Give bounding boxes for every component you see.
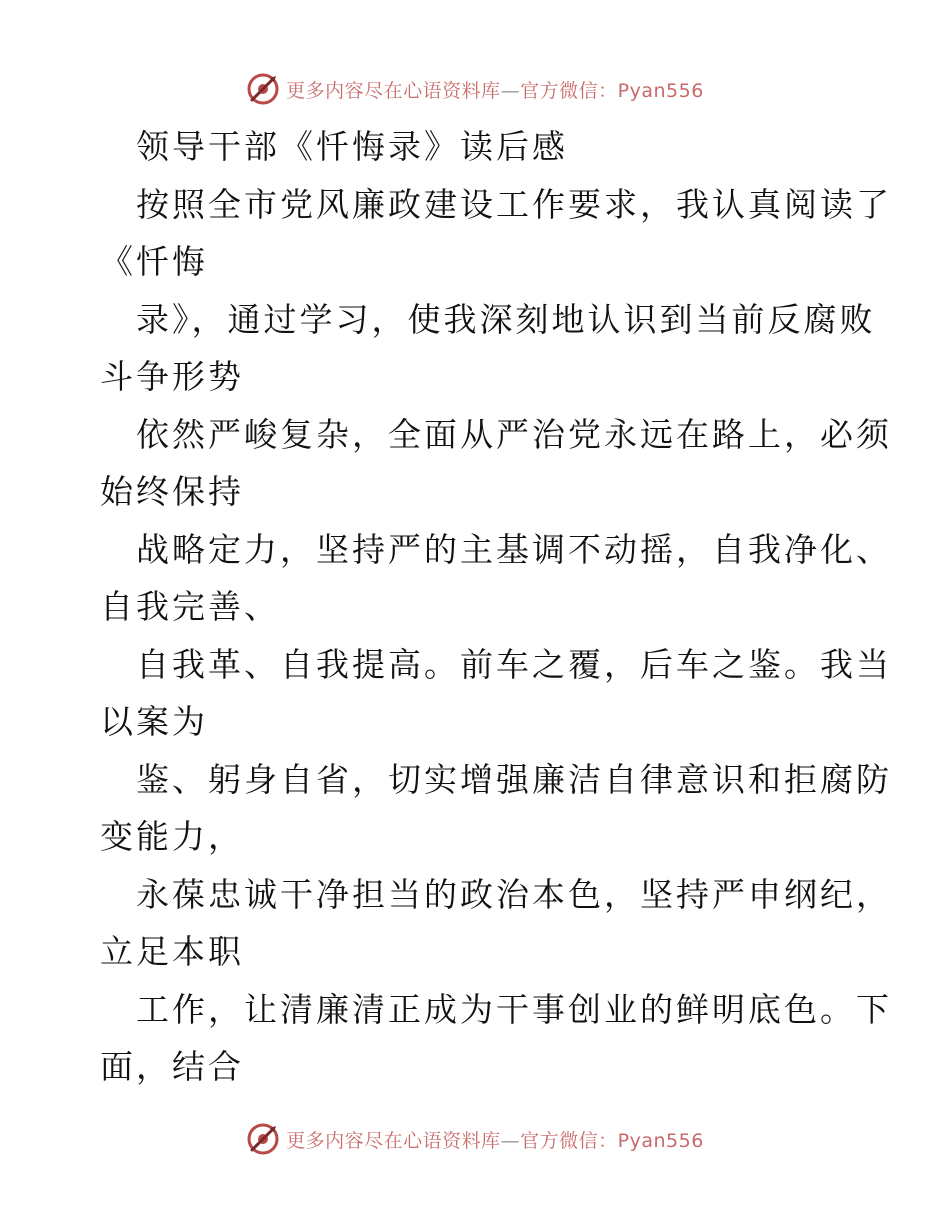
text-line: 以案为 [100, 702, 208, 741]
text-line: 斗争形势 [100, 357, 244, 396]
banner-separator: — [500, 79, 521, 102]
text-line: 自我完善、 [100, 587, 280, 626]
banner-text [286, 1126, 704, 1153]
banner-separator: — [500, 1129, 521, 1152]
text-line: 始终保持 [100, 472, 244, 511]
document-title: 领导干部《忏悔录》读后感 [136, 127, 568, 166]
text-line: 按照全市党风廉政建设工作要求，我认真阅读了 [136, 184, 892, 224]
text-line: 战略定力，坚持严的主基调不动摇，自我净化、 [136, 529, 892, 569]
footer-banner [0, 1122, 950, 1156]
banner-wechat-text: 官方微信：Pyan556 [520, 1129, 704, 1152]
text-line: 依然严峻复杂，全面从严治党永远在路上，必须 [136, 414, 892, 454]
brand-logo-icon [246, 72, 280, 106]
text-line: 面，结合 [100, 1047, 244, 1086]
text-line: 变能力， [100, 817, 244, 856]
text-line: 录》，通过学习，使我深刻地认识到当前反腐败 [136, 299, 876, 339]
text-line: 自我革、自我提高。前车之覆，后车之鉴。我当 [136, 644, 892, 684]
text-line: 《忏悔 [100, 242, 208, 281]
brand-logo-icon [246, 1122, 280, 1156]
banner-wechat-text: 官方微信：Pyan556 [520, 79, 704, 102]
text-line: 工作，让清廉清正成为干事创业的鲜明底色。下 [136, 989, 892, 1029]
banner-text [286, 76, 704, 103]
text-line: 永葆忠诚干净担当的政治本色，坚持严申纲纪， [136, 874, 892, 914]
banner-site-text: 更多内容尽在心语资料库 [286, 79, 501, 102]
text-line: 立足本职 [100, 932, 244, 971]
text-line: 鉴、躬身自省，切实增强廉洁自律意识和拒腐防 [136, 759, 892, 799]
document-body [100, 118, 892, 1096]
header-banner [0, 72, 950, 106]
banner-site-text: 更多内容尽在心语资料库 [286, 1129, 501, 1152]
